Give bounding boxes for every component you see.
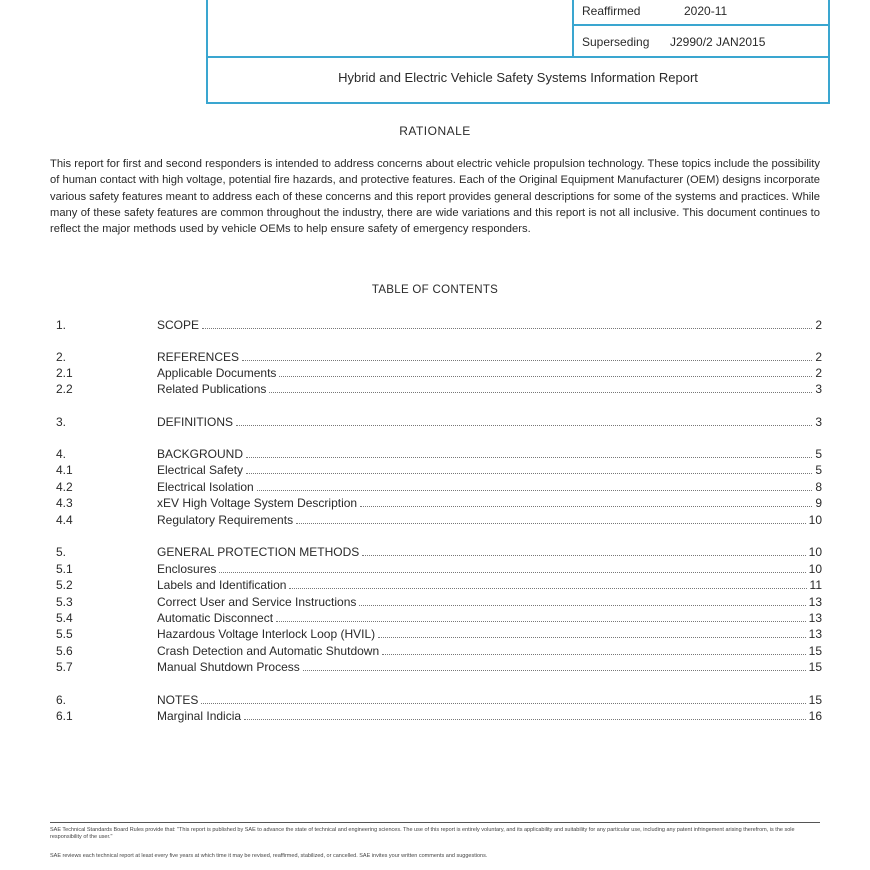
toc-entry-title: Electrical Safety <box>157 463 244 477</box>
toc-entry-page: 2 <box>815 318 822 332</box>
toc-entry-title: Manual Shutdown Process <box>157 660 300 674</box>
toc-entry-page: 13 <box>808 627 822 641</box>
toc-entry <box>0 709 870 725</box>
toc-entry <box>0 382 870 398</box>
toc-entry-page: 16 <box>808 709 822 723</box>
toc-entry <box>0 366 870 382</box>
toc-entry <box>0 562 870 578</box>
toc-leader-dots <box>201 703 805 704</box>
toc-entry-page: 2 <box>815 366 822 380</box>
toc-entry-title: NOTES <box>157 693 199 707</box>
toc-leader-dots <box>246 457 812 458</box>
toc-entry-title: Marginal Indicia <box>157 709 242 723</box>
toc-entry-line <box>157 660 822 674</box>
toc-entry-page: 5 <box>815 463 822 477</box>
toc-leader-dots <box>279 376 812 377</box>
toc-entry-page: 10 <box>808 513 822 527</box>
toc-entry-line <box>157 595 822 609</box>
toc-leader-dots <box>362 555 805 556</box>
toc-entry <box>0 627 870 643</box>
toc-entry-page: 15 <box>808 644 822 658</box>
toc-entry-line <box>157 350 822 364</box>
toc-entry-line <box>157 611 822 625</box>
toc-leader-dots <box>236 425 812 426</box>
toc-entry-title: Correct User and Service Instructions <box>157 595 357 609</box>
toc-leader-dots <box>242 360 812 361</box>
toc-entry-number: 4. <box>56 447 67 461</box>
toc-leader-dots <box>303 670 806 671</box>
toc-entry-title: Automatic Disconnect <box>157 611 274 625</box>
reaffirmed-value: 2020-11 <box>684 4 728 18</box>
toc-leader-dots <box>276 621 806 622</box>
toc-entry <box>0 545 870 561</box>
toc-entry-title: GENERAL PROTECTION METHODS <box>157 545 360 559</box>
toc-entry <box>0 318 870 334</box>
toc-entry-title: Applicable Documents <box>157 366 277 380</box>
toc-entry-number: 4.2 <box>56 480 73 494</box>
reaffirmed-label: Reaffirmed <box>582 4 641 18</box>
toc-leader-dots <box>360 506 812 507</box>
toc-entry-number: 6.1 <box>56 709 73 723</box>
toc-entry-title: Labels and Identification <box>157 578 287 592</box>
toc-leader-dots <box>246 473 812 474</box>
toc-entry-number: 1. <box>56 318 67 332</box>
toc-entry-number: 6. <box>56 693 67 707</box>
toc-entry-line <box>157 644 822 658</box>
toc-leader-dots <box>269 392 812 393</box>
toc-entry-page: 9 <box>815 496 822 510</box>
toc-entry-line <box>157 318 822 332</box>
toc-entry-number: 2.1 <box>56 366 73 380</box>
toc-entry-line <box>157 513 822 527</box>
toc-entry-title: Related Publications <box>157 382 267 396</box>
toc-entry-number: 5.5 <box>56 627 73 641</box>
toc-leader-dots <box>382 654 806 655</box>
toc-entry-page: 15 <box>808 693 822 707</box>
toc-entry <box>0 693 870 709</box>
footer-rule <box>50 822 820 823</box>
toc-entry-page: 11 <box>809 578 822 592</box>
toc-entry-page: 5 <box>815 447 822 461</box>
toc-entry-title: Enclosures <box>157 562 217 576</box>
toc-entry-line <box>157 578 822 592</box>
toc-leader-dots <box>289 588 806 589</box>
toc-entry-number: 4.1 <box>56 463 73 477</box>
toc-entry-page: 13 <box>808 595 822 609</box>
toc-leader-dots <box>296 523 806 524</box>
toc-entry-line <box>157 545 822 559</box>
toc-entry <box>0 644 870 660</box>
toc-leader-dots <box>257 490 813 491</box>
toc-entry-page: 3 <box>815 382 822 396</box>
superseding-value: J2990/2 JAN2015 <box>670 35 766 49</box>
toc-entry-number: 5.1 <box>56 562 73 576</box>
toc-entry-line <box>157 415 822 429</box>
toc-leader-dots <box>378 637 806 638</box>
toc-entry-title: BACKGROUND <box>157 447 244 461</box>
toc-entry-number: 5.7 <box>56 660 73 674</box>
toc-entry-page: 10 <box>808 545 822 559</box>
toc-entry-page: 10 <box>808 562 822 576</box>
toc-entry-line <box>157 480 822 494</box>
toc-leader-dots <box>359 605 805 606</box>
document-header-box <box>206 0 830 104</box>
toc-entry-number: 5. <box>56 545 67 559</box>
toc-entry-number: 5.2 <box>56 578 73 592</box>
rationale-heading: RATIONALE <box>399 124 471 138</box>
toc-entry <box>0 480 870 496</box>
toc-entry-page: 3 <box>815 415 822 429</box>
toc-entry-number: 5.6 <box>56 644 73 658</box>
report-title: Hybrid and Electric Vehicle Safety Systems Information Report <box>338 70 698 85</box>
toc-entry-page: 15 <box>808 660 822 674</box>
toc-entry-line <box>157 496 822 510</box>
toc-heading: TABLE OF CONTENTS <box>371 284 499 296</box>
toc-entry <box>0 496 870 512</box>
toc-leader-dots <box>202 328 812 329</box>
toc-entry-number: 5.3 <box>56 595 73 609</box>
toc-entry <box>0 463 870 479</box>
toc-entry-number: 4.3 <box>56 496 73 510</box>
toc-entry-page: 2 <box>815 350 822 364</box>
toc-entry-line <box>157 709 822 723</box>
toc-entry <box>0 660 870 676</box>
rationale-paragraph: This report for first and second responders is intended to address concerns about electric vehicle propulsion technology. These topics include the possibility of human contact with high voltage, potential fire hazards, and protective features. Each of the Original Equipment Manufacturer (OEM) designs incorporate various safety features meant to address each of these concerns and this report provides general descriptions for some of the systems and practices. While many of these safety features are common throughout the industry, there are wide variations and this report is not all inclusive. This document continues to reflect the major methods used by vehicle OEMs to help ensure safety of emergency responders. <box>50 158 820 236</box>
toc-entry-number: 2. <box>56 350 67 364</box>
toc-entry-title: Regulatory Requirements <box>157 513 294 527</box>
toc-entry-line <box>157 562 822 576</box>
toc-entry-title: REFERENCES <box>157 350 240 364</box>
toc-entry-line <box>157 463 822 477</box>
toc-entry-title: Hazardous Voltage Interlock Loop (HVIL) <box>157 627 376 641</box>
toc-entry-line <box>157 382 822 396</box>
toc-entry-number: 4.4 <box>56 513 73 527</box>
toc-entry-line <box>157 447 822 461</box>
toc-entry <box>0 611 870 627</box>
toc-leader-dots <box>219 572 805 573</box>
toc-entry <box>0 578 870 594</box>
toc-entry <box>0 447 870 463</box>
footer-notice-2: SAE reviews each technical report at least every five years at which time it may be revised, reaffirmed, stabilized, or cancelled. SAE invites your written comments and suggestions. <box>50 853 488 859</box>
toc-entry <box>0 415 870 431</box>
footer-notice-1: SAE Technical Standards Board Rules provide that: "This report is published by SAE to advance the state of technical and engineering sciences. The use of this report is entirely voluntary, and its applicability and suitability for any particular use, including any patent infringement arising therefrom, is the sole responsibility of the user." <box>50 827 795 840</box>
toc-entry <box>0 513 870 529</box>
toc-entry-page: 13 <box>808 611 822 625</box>
toc-entry <box>0 595 870 611</box>
toc-entry-title: Crash Detection and Automatic Shutdown <box>157 644 380 658</box>
toc-entry-title: SCOPE <box>157 318 200 332</box>
toc-entry-title: xEV High Voltage System Description <box>157 496 358 510</box>
toc-entry-title: Electrical Isolation <box>157 480 254 494</box>
toc-entry-line <box>157 366 822 380</box>
toc-entry-page: 8 <box>815 480 822 494</box>
toc-entry-number: 2.2 <box>56 382 73 396</box>
toc-entry-line <box>157 693 822 707</box>
toc-entry-number: 3. <box>56 415 67 429</box>
toc-leader-dots <box>244 719 806 720</box>
toc-entry-line <box>157 627 822 641</box>
toc-entry-number: 5.4 <box>56 611 73 625</box>
toc-entry <box>0 350 870 366</box>
toc-entry-title: DEFINITIONS <box>157 415 234 429</box>
superseding-label: Superseding <box>582 35 650 49</box>
